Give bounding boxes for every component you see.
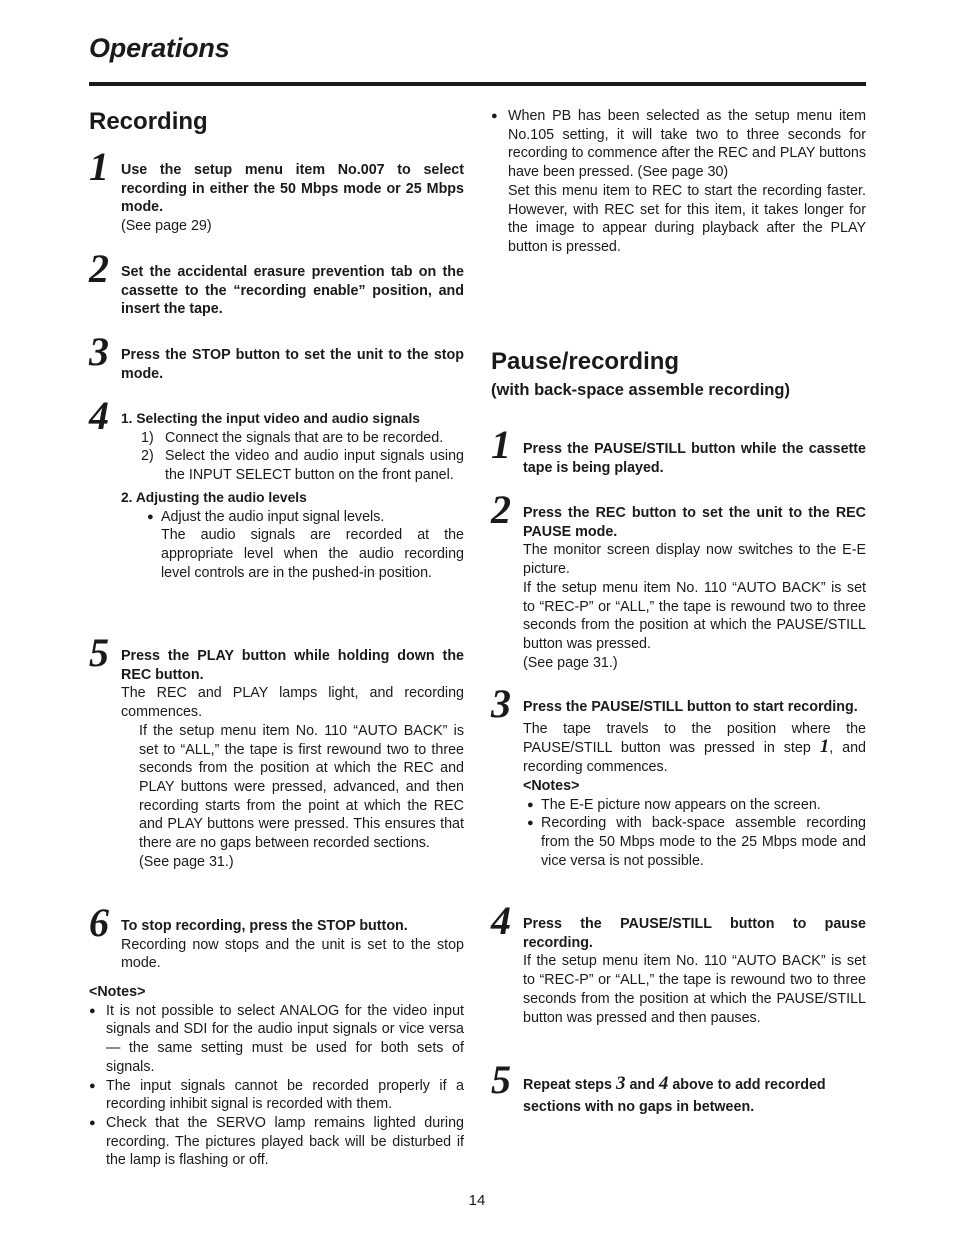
step-number: 3 [491,681,511,726]
step-instruction: Press the STOP button to set the unit to the stop mode. [121,347,464,382]
bullet-text: Adjust the audio input signal levels. [161,508,385,525]
step-text-part: The tape travels to the position where the PAUSE/STILL button was pressed in step [523,720,866,757]
step-number: 2 [89,246,109,291]
step-text: If the setup menu item No. 110 “AUTO BACK” is set to “REC-P” or “ALL,” the tape is rewound two to three seconds from the position at which the PAUSE/STILL button was pressed and then pauses. [523,953,866,1026]
bullet-dot: ● [527,798,534,811]
step-6-block [121,917,464,973]
step-text-part: Repeat steps [523,1077,616,1093]
notes-section [89,983,464,1170]
bullet-dot: ● [89,1079,96,1092]
page-reference: (See page 31.) [139,853,234,870]
step-number: 4 [491,898,511,943]
substep-label: 2. Adjusting the audio levels [121,489,307,505]
step-ref-number: 4 [658,1073,669,1094]
step-text [523,720,866,777]
step-instruction: Press the PLAY button while holding down the REC button. [121,648,464,683]
note-item [527,796,866,815]
pb-setting-note [491,107,866,257]
step-text: Recording now stops and the unit is set to the stop mode. [121,936,464,972]
substep-label: 1. Selecting the input video and audio signals [121,411,420,426]
step-number: 5 [89,630,109,675]
substep-marker: 2) [141,448,154,465]
step-number: 4 [89,393,109,438]
page-reference: (See page 29) [121,218,212,235]
step-ref-number: 3 [615,1073,626,1094]
note-item [89,1002,464,1077]
note-item [527,814,866,870]
step-4-block [523,915,866,1027]
bullet-continuation: The audio signals are recorded at the appropriate level when the audio recording level controls are in the pushed-in position. [161,527,464,581]
step-instruction: Set the accidental erasure prevention tab on the cassette to the “recording enable” position, and insert the tape. [121,264,464,318]
page-number: 14 [468,1192,486,1209]
note-text: Set this menu item to REC to start the recording faster. However, with REC set for this item, it takes longer for the image to appear during playback after the PLAY button is pressed. [508,182,866,255]
note-text: Recording with back-space assemble recording from the 50 Mbps mode to the 25 Mbps mode and vice versa is not possible. [541,815,866,869]
page-reference: (See page 31.) [523,654,618,671]
header-rule [89,82,866,86]
step-text-part: , and recording commences. [523,740,866,776]
step-instruction: To stop recording, press the STOP button. [121,918,408,934]
notes-label: <Notes> [89,984,146,1000]
step-text: The REC and PLAY lamps light, and recording commences. [121,685,464,721]
step-number: 3 [89,329,109,374]
note-item [491,107,866,182]
note-text: Check that the SERVO lamp remains lighted during recording. The pictures played back will be disturbed if the lamp is flashing or off. [106,1114,464,1169]
note-text: When PB has been selected as the setup menu item No.105 setting, it will take two to three seconds for recording to commence after the REC and PLAY buttons have been pressed. (See page 30) [508,108,866,181]
step-instruction: Press the PAUSE/STILL button to pause recording. [523,916,866,951]
bullet-dot: ● [527,817,534,830]
step-3-block [523,698,866,870]
step-instruction: Press the PAUSE/STILL button to start recording. [523,699,858,715]
step-instruction: Press the PAUSE/STILL button while the cassette tape is being played. [523,441,866,476]
step-instruction: Press the REC button to set the unit to the REC PAUSE mode. [523,505,866,540]
note-item [89,1114,464,1170]
step-number: 5 [491,1057,511,1102]
step-number: 1 [491,422,511,467]
step-2-block [523,504,866,672]
step-instruction [523,1073,866,1118]
bullet-dot: ● [147,510,154,523]
recording-heading: Recording [89,108,208,135]
page-title: Operations [89,33,230,63]
pause-recording-subheading: (with back-space assemble recording) [491,381,790,399]
step-text-part: above to add recorded sections with no gaps in between. [523,1077,826,1115]
step-number: 1 [89,144,109,189]
bullet-dot: ● [491,110,498,122]
bullet-dot: ● [89,1004,96,1017]
substep-text: Select the video and audio input signals using the INPUT SELECT button on the front panel. [165,448,464,484]
pause-recording-heading: Pause/recording [491,348,680,375]
step-text: The monitor screen display now switches to the E-E picture. [523,542,866,578]
substep-item [141,447,464,484]
note-text: The input signals cannot be recorded properly if a recording inhibit signal is recorded with them. [106,1077,464,1113]
substep-marker: 1) [141,429,154,446]
step-text: If the setup menu item No. 110 “AUTO BACK” is set to “REC-P” or “ALL,” the tape is rewound two to three seconds from the position at which the PAUSE/STILL button was pressed. [523,579,866,652]
note-text: It is not possible to select ANALOG for the video input signals and SDI for the audio input signals or vice versa— the same setting must be used for both sets of signals. [106,1002,464,1075]
step-4-block [121,410,464,582]
step-text-part: and [625,1077,659,1093]
step-5-block [121,647,464,871]
notes-label: <Notes> [523,777,580,794]
note-item [89,1077,464,1114]
step-instruction: Use the setup menu item No.007 to select recording in either the 50 Mbps mode or 25 Mbps mode. [121,162,464,216]
substep-text: Connect the signals that are to be recorded. [165,429,444,446]
step-number: 2 [491,487,511,532]
bullet-item [147,508,464,527]
step-1-block [121,161,464,236]
substep-item [141,429,464,448]
step-ref-number: 1 [819,736,830,758]
note-text: The E-E picture now appears on the screen. [541,796,821,813]
step-number: 6 [89,900,109,945]
step-text: If the setup menu item No. 110 “AUTO BACK” is set to “ALL,” the tape is first rewound two to three seconds from the position at which the REC and PLAY buttons were pressed, advanced, and then recording starts from the point at which the REC and PLAY buttons were pressed. This ensures that there are no gaps between recorded sections. [139,722,464,852]
bullet-dot: ● [89,1116,96,1129]
